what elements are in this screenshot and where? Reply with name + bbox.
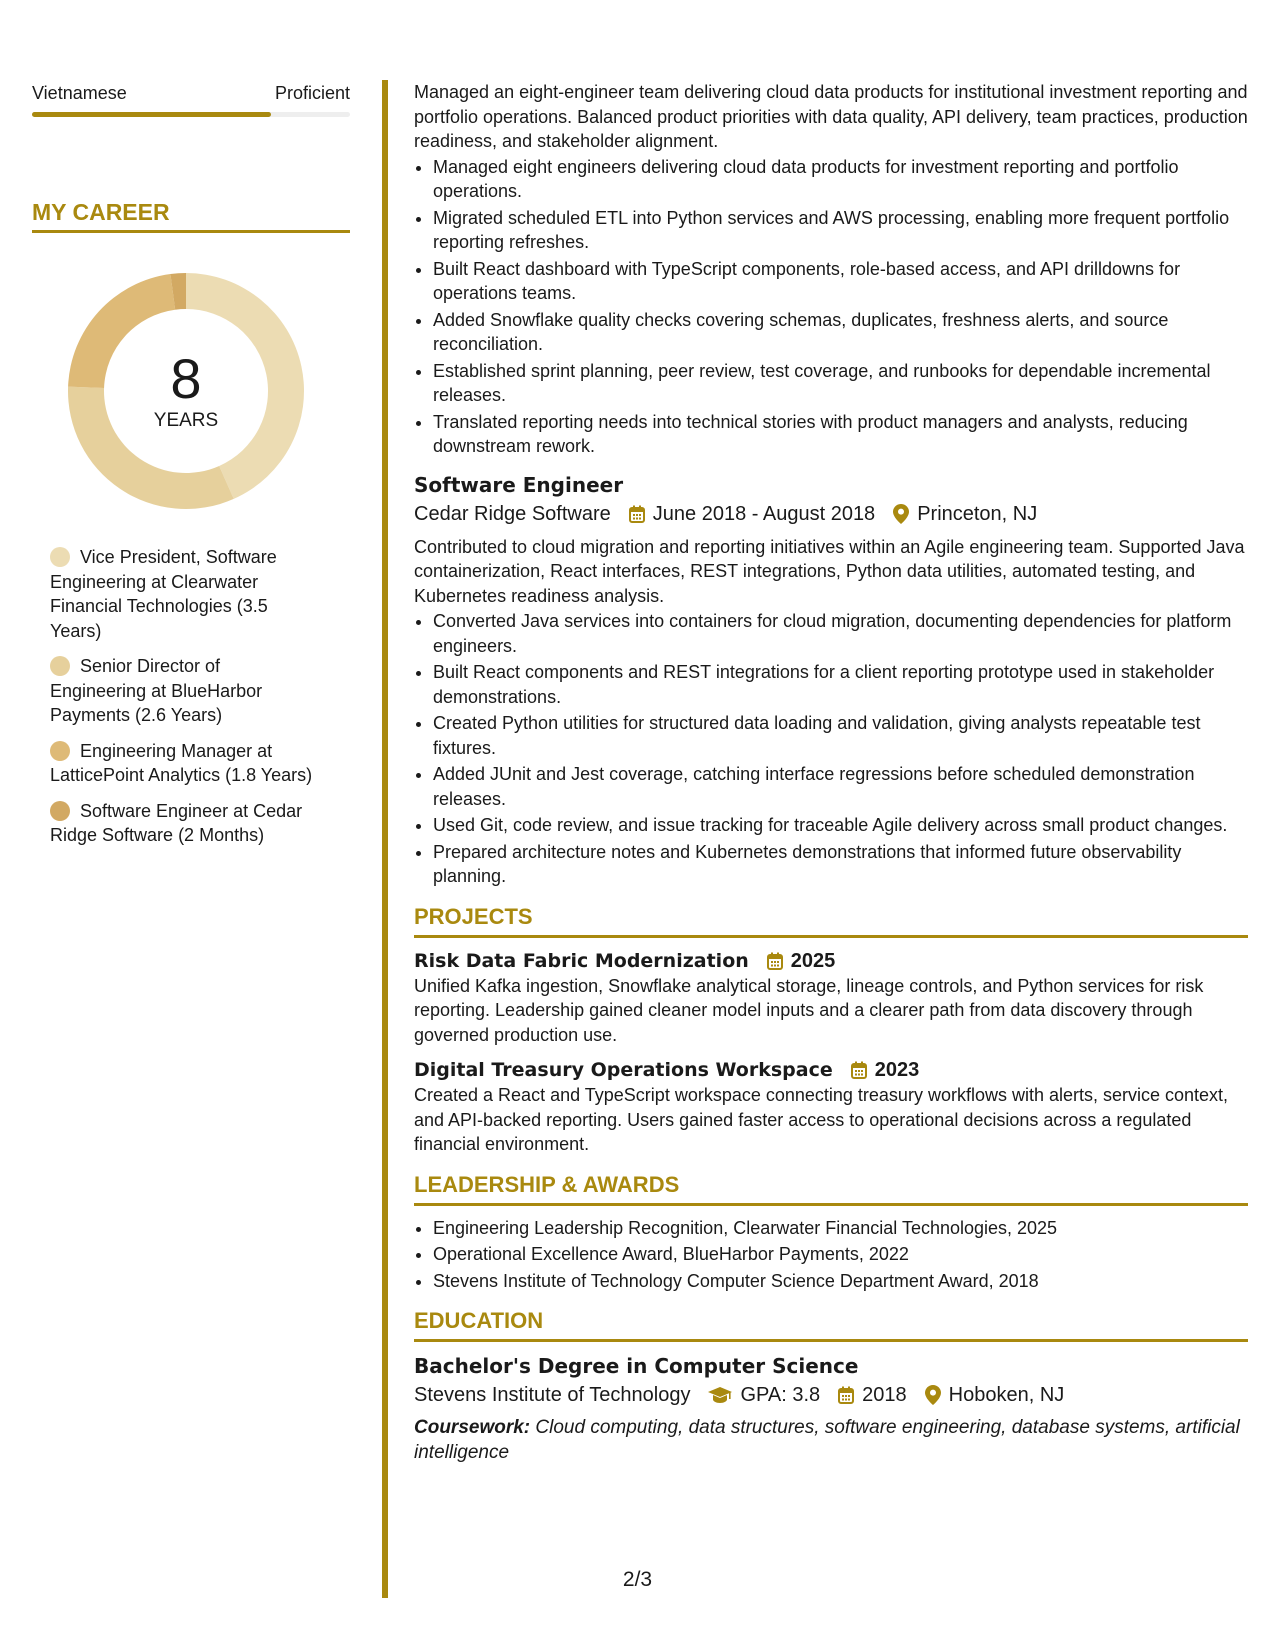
- coursework-label: Coursework:: [414, 1417, 531, 1438]
- education-meta: [414, 1380, 1248, 1410]
- career-total-unit: YEARS: [153, 410, 219, 431]
- job-company: Cedar Ridge Software: [414, 502, 611, 525]
- coursework: [414, 1416, 1248, 1465]
- column-divider: [382, 80, 388, 1598]
- location-pin-icon: [893, 504, 909, 524]
- language-level-bar: [32, 112, 350, 117]
- job-title: Software Engineer: [414, 472, 624, 497]
- bullet-item: • Built React components and REST integrations for a client reporting prototype used in stakeholder demonstrations.: [433, 660, 1248, 709]
- legend-label: Software Engineer at Cedar Ridge Software (2 Months): [50, 800, 303, 845]
- bullet-item: • Added JUnit and Jest coverage, catching interface regressions before scheduled demonstration releases.: [433, 762, 1248, 811]
- award-item: • Stevens Institute of Technology Computer Science Department Award, 2018: [433, 1269, 1248, 1294]
- bullet-item: • Used Git, code review, and issue tracking for traceable Agile delivery across small product changes.: [433, 813, 1248, 838]
- project-year: 2023: [874, 1059, 920, 1081]
- graduation-cap-icon: [708, 1387, 732, 1403]
- job-location: Princeton, NJ: [917, 502, 1038, 525]
- language-row: [32, 82, 350, 104]
- legend-label: Vice President, Software Engineering at Clearwater Financial Technologies (3.5 Years): [50, 547, 277, 641]
- language-level: Proficient: [274, 83, 350, 103]
- awards-list: [414, 1216, 1248, 1294]
- legend-dot: [50, 741, 70, 761]
- project-description: Unified Kafka ingestion, Snowflake analytical storage, lineage controls, and Python services for risk reporting. Leadership gained cleaner model inputs and a clearer path from data discovery through governed production use.: [414, 975, 1204, 1045]
- award-item: • Operational Excellence Award, BlueHarbor Payments, 2022: [433, 1242, 1248, 1267]
- legend-dot: [50, 656, 70, 676]
- project-description: Created a React and TypeScript workspace connecting treasury workflows with alerts, service context, and API-backed reporting. Users gained faster access to operational decisions across a regulated financial environment.: [414, 1085, 1229, 1154]
- legend-dot: [50, 547, 70, 567]
- project-title: Risk Data Fabric Modernization: [414, 949, 749, 972]
- main-column: [414, 80, 1248, 1465]
- project-item: [414, 1057, 1248, 1157]
- award-item: • Engineering Leadership Recognition, Clearwater Financial Technologies, 2025: [433, 1216, 1248, 1241]
- career-legend: [50, 545, 318, 848]
- sidebar: [32, 82, 350, 859]
- legend-item: [50, 654, 318, 728]
- bullet-item: • Migrated scheduled ETL into Python services and AWS processing, enabling more frequent portfolio reporting refreshes.: [433, 206, 1248, 255]
- calendar-icon: [851, 1061, 867, 1079]
- education-year: 2018: [862, 1384, 907, 1406]
- coursework-text: Cloud computing, data structures, software engineering, database systems, artificial intelligence: [414, 1417, 1240, 1463]
- calendar-icon: [767, 952, 783, 970]
- education-location: Hoboken, NJ: [948, 1384, 1065, 1406]
- language-level-fill: [32, 112, 271, 117]
- calendar-icon: [838, 1386, 854, 1404]
- projects-heading: PROJECTS: [414, 903, 1248, 938]
- bullet-item: • Added Snowflake quality checks covering schemas, duplicates, freshness alerts, and source reconciliation.: [433, 308, 1248, 357]
- degree-title: Bachelor's Degree in Computer Science: [414, 1354, 859, 1378]
- school-name: Stevens Institute of Technology: [414, 1384, 691, 1406]
- bullet-item: • Created Python utilities for structured data loading and validation, giving analysts repeatable test fixtures.: [433, 711, 1248, 760]
- calendar-icon: [629, 505, 645, 523]
- legend-item: [50, 799, 318, 848]
- bullet-item: • Prepared architecture notes and Kubernetes demonstrations that informed future observability planning.: [433, 840, 1248, 889]
- project-title: Digital Treasury Operations Workspace: [414, 1059, 833, 1081]
- job-summary: Contributed to cloud migration and reporting initiatives within an Agile engineering team. Supported Java containerization, React interfaces, REST integrations, Python data utilities, automated testing, and Kubernetes readiness analysis.: [414, 536, 1245, 606]
- job-summary: Managed an eight-engineer team delivering cloud data products for institutional investment reporting and portfolio operations. Balanced product priorities with data quality, API delivery, team practices, production readiness, and stakeholder alignment.: [414, 82, 1248, 151]
- bullet-item: • Translated reporting needs into technical stories with product managers and analysts, reducing downstream rework.: [433, 410, 1248, 459]
- project-year: 2025: [790, 949, 836, 972]
- job-bullets: [414, 609, 1248, 889]
- language-name: Vietnamese: [32, 83, 127, 103]
- project-title-row: [414, 1057, 1248, 1083]
- project-title-row: [414, 948, 1248, 974]
- legend-dot: [50, 801, 70, 821]
- bullet-item: • Managed eight engineers delivering cloud data products for investment reporting and portfolio operations.: [433, 155, 1248, 204]
- page-number: 2/3: [622, 1568, 653, 1591]
- legend-label: Senior Director of Engineering at BlueHarbor Payments (2.6 Years): [50, 656, 263, 725]
- project-item: [414, 948, 1248, 1048]
- awards-heading: LEADERSHIP & AWARDS: [414, 1171, 1248, 1206]
- education-heading: EDUCATION: [414, 1307, 1248, 1342]
- legend-label: Engineering Manager at LatticePoint Analytics (1.8 Years): [50, 740, 313, 785]
- job-bullets: [414, 155, 1248, 459]
- legend-item: [50, 739, 318, 788]
- job-dates: June 2018 - August 2018: [652, 502, 876, 525]
- career-total-years: 8: [170, 347, 202, 410]
- job-meta: [414, 499, 1248, 529]
- career-heading: MY CAREER: [32, 199, 350, 233]
- career-donut: [66, 271, 306, 511]
- education-gpa: GPA: 3.8: [740, 1384, 821, 1406]
- bullet-item: • Converted Java services into containers for cloud migration, documenting dependencies for platform engineers.: [433, 609, 1248, 658]
- legend-item: [50, 545, 318, 643]
- bullet-item: • Built React dashboard with TypeScript components, role-based access, and API drilldowns for operations teams.: [433, 257, 1248, 306]
- donut-center: [66, 271, 306, 511]
- bullet-item: • Established sprint planning, peer review, test coverage, and runbooks for dependable incremental releases.: [433, 359, 1248, 408]
- location-pin-icon: [925, 1385, 941, 1405]
